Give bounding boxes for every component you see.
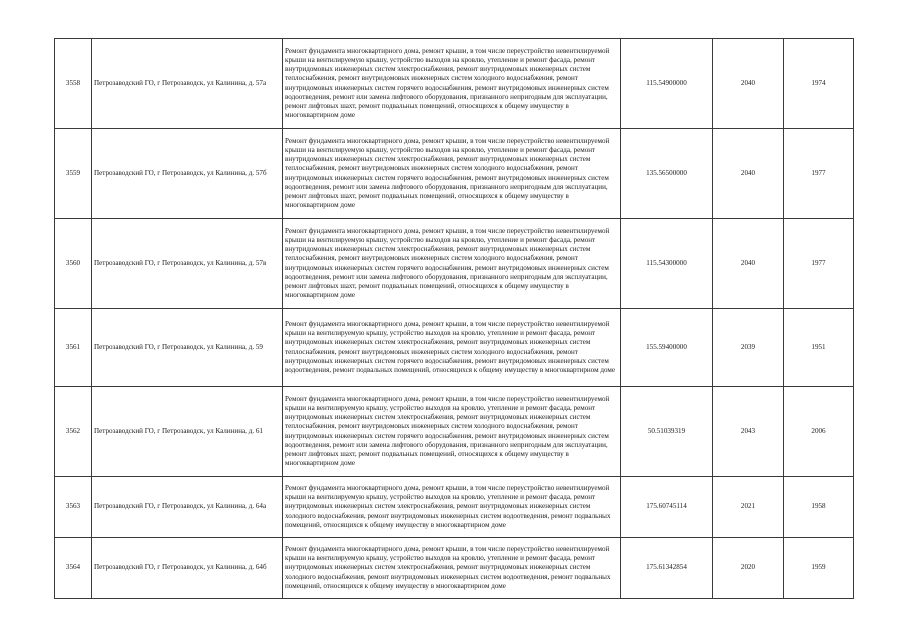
document-page <box>54 38 854 599</box>
table-row <box>55 309 854 387</box>
built-year-cell: 1977 <box>784 219 854 309</box>
built-year-cell: 1974 <box>784 39 854 129</box>
built-year-cell: 1951 <box>784 309 854 387</box>
row-number: 3559 <box>55 129 92 219</box>
address-cell: Петрозаводский ГО, г Петрозаводск, ул Калинина, д. 57б <box>92 129 283 219</box>
works-cell: Ремонт фундамента многоквартирного дома, ремонт крыши, в том числе переустройство невентилируемой крыши на вентилируемую крышу, устройство выходов на кровлю, утепление и ремонт фасада, ремонт внутридомовых инженерных систем электроснабжения, ремонт внутридомовых инженерных систем холодного водоснабжения, ремонт внутридомовых инженерных систем водоотведения, ремонт подвальных помещений, относящихся к общему имуществу в многоквартирном доме <box>283 477 621 538</box>
capital-repair-table <box>54 38 854 599</box>
row-number: 3561 <box>55 309 92 387</box>
row-number: 3562 <box>55 387 92 477</box>
row-number: 3560 <box>55 219 92 309</box>
works-cell: Ремонт фундамента многоквартирного дома, ремонт крыши, в том числе переустройство невентилируемой крыши на вентилируемую крышу, устройство выходов на кровлю, утепление и ремонт фасада, ремонт внутридомовых инженерных систем электроснабжения, ремонт внутридомовых инженерных систем холодного водоснабжения, ремонт внутридомовых инженерных систем водоотведения, ремонт подвальных помещений, относящихся к общему имуществу в многоквартирном доме <box>283 538 621 599</box>
built-year-cell: 1977 <box>784 129 854 219</box>
table-row <box>55 538 854 599</box>
table-row <box>55 477 854 538</box>
address-cell: Петрозаводский ГО, г Петрозаводск, ул Калинина, д. 57а <box>92 39 283 129</box>
row-number: 3563 <box>55 477 92 538</box>
works-cell: Ремонт фундамента многоквартирного дома, ремонт крыши, в том числе переустройство невентилируемой крыши на вентилируемую крышу, устройство выходов на кровлю, утепление и ремонт фасада, ремонт внутридомовых инженерных систем электроснабжения, ремонт внутридомовых инженерных систем теплоснабжения, ремонт внутридомовых инженерных систем холодного водоснабжения, ремонт внутридомовых инженерных систем горячего водоснабжения, ремонт внутридомовых инженерных систем водоотведения, ремонт или замена лифтового оборудования, признанного непригодным для эксплуатации, ремонт лифтовых шахт, ремонт подвальных помещений, относящихся к общему имуществу в многоквартирном доме <box>283 387 621 477</box>
row-number: 3558 <box>55 39 92 129</box>
address-cell: Петрозаводский ГО, г Петрозаводск, ул Калинина, д. 64а <box>92 477 283 538</box>
built-year-cell: 2006 <box>784 387 854 477</box>
built-year-cell: 1959 <box>784 538 854 599</box>
built-year-cell: 1958 <box>784 477 854 538</box>
value-cell: 135.56500000 <box>621 129 713 219</box>
address-cell: Петрозаводский ГО, г Петрозаводск, ул Калинина, д. 57в <box>92 219 283 309</box>
table-row <box>55 387 854 477</box>
value-cell: 155.59400000 <box>621 309 713 387</box>
plan-year-cell: 2021 <box>713 477 784 538</box>
plan-year-cell: 2040 <box>713 39 784 129</box>
value-cell: 175.60745114 <box>621 477 713 538</box>
works-cell: Ремонт фундамента многоквартирного дома, ремонт крыши, в том числе переустройство невентилируемой крыши на вентилируемую крышу, устройство выходов на кровлю, утепление и ремонт фасада, ремонт внутридомовых инженерных систем электроснабжения, ремонт внутридомовых инженерных систем теплоснабжения, ремонт внутридомовых инженерных систем холодного водоснабжения, ремонт внутридомовых инженерных систем горячего водоснабжения, ремонт внутридомовых инженерных систем водоотведения, ремонт или замена лифтового оборудования, признанного непригодным для эксплуатации, ремонт лифтовых шахт, ремонт подвальных помещений, относящихся к общему имуществу в многоквартирном доме <box>283 129 621 219</box>
value-cell: 50.51039319 <box>621 387 713 477</box>
plan-year-cell: 2043 <box>713 387 784 477</box>
value-cell: 115.54300000 <box>621 219 713 309</box>
plan-year-cell: 2039 <box>713 309 784 387</box>
table-row <box>55 219 854 309</box>
table-row <box>55 39 854 129</box>
plan-year-cell: 2040 <box>713 129 784 219</box>
plan-year-cell: 2040 <box>713 219 784 309</box>
value-cell: 115.54900000 <box>621 39 713 129</box>
plan-year-cell: 2020 <box>713 538 784 599</box>
works-cell: Ремонт фундамента многоквартирного дома, ремонт крыши, в том числе переустройство невентилируемой крыши на вентилируемую крышу, устройство выходов на кровлю, утепление и ремонт фасада, ремонт внутридомовых инженерных систем электроснабжения, ремонт внутридомовых инженерных систем теплоснабжения, ремонт внутридомовых инженерных систем холодного водоснабжения, ремонт внутридомовых инженерных систем горячего водоснабжения, ремонт внутридомовых инженерных систем водоотведения, ремонт или замена лифтового оборудования, признанного непригодным для эксплуатации, ремонт лифтовых шахт, ремонт подвальных помещений, относящихся к общему имуществу в многоквартирном доме <box>283 39 621 129</box>
works-cell: Ремонт фундамента многоквартирного дома, ремонт крыши, в том числе переустройство невентилируемой крыши на вентилируемую крышу, устройство выходов на кровлю, утепление и ремонт фасада, ремонт внутридомовых инженерных систем электроснабжения, ремонт внутридомовых инженерных систем теплоснабжения, ремонт внутридомовых инженерных систем холодного водоснабжения, ремонт внутридомовых инженерных систем горячего водоснабжения, ремонт внутридомовых инженерных систем водоотведения, ремонт подвальных помещений, относящихся к общему имуществу в многоквартирном доме <box>283 309 621 387</box>
value-cell: 175.61342854 <box>621 538 713 599</box>
address-cell: Петрозаводский ГО, г Петрозаводск, ул Калинина, д. 59 <box>92 309 283 387</box>
address-cell: Петрозаводский ГО, г Петрозаводск, ул Калинина, д. 64б <box>92 538 283 599</box>
table-row <box>55 129 854 219</box>
address-cell: Петрозаводский ГО, г Петрозаводск, ул Калинина, д. 61 <box>92 387 283 477</box>
works-cell: Ремонт фундамента многоквартирного дома, ремонт крыши, в том числе переустройство невентилируемой крыши на вентилируемую крышу, устройство выходов на кровлю, утепление и ремонт фасада, ремонт внутридомовых инженерных систем электроснабжения, ремонт внутридомовых инженерных систем теплоснабжения, ремонт внутридомовых инженерных систем холодного водоснабжения, ремонт внутридомовых инженерных систем горячего водоснабжения, ремонт внутридомовых инженерных систем водоотведения, ремонт или замена лифтового оборудования, признанного непригодным для эксплуатации, ремонт лифтовых шахт, ремонт подвальных помещений, относящихся к общему имуществу в многоквартирном доме <box>283 219 621 309</box>
row-number: 3564 <box>55 538 92 599</box>
